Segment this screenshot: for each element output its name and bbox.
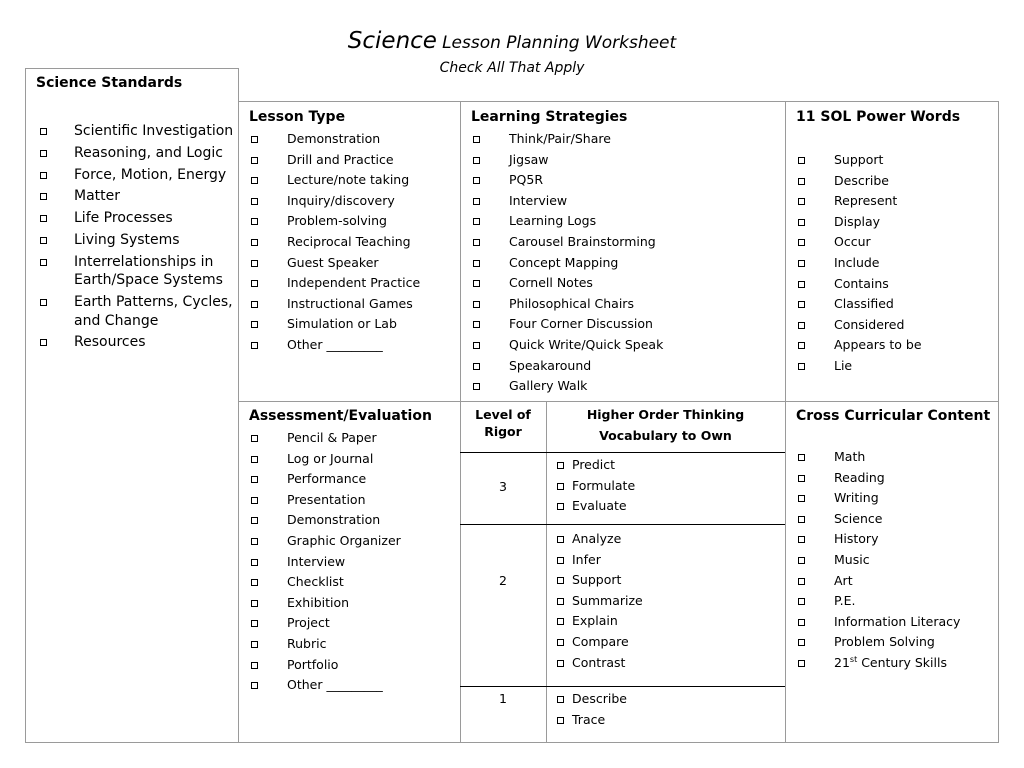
worksheet-title [0, 28, 1024, 54]
hot-words-level-2 [556, 529, 781, 673]
checklist-item [556, 611, 781, 632]
checkbox-icon[interactable] [557, 503, 564, 510]
checklist-item-label: Problem Solving [834, 634, 935, 650]
checklist-item-label: Math [834, 449, 866, 464]
checklist-item-label: Display [834, 213, 881, 229]
grid-line [998, 101, 999, 743]
checkbox-icon[interactable] [473, 301, 480, 308]
checklist-item [249, 191, 457, 212]
checklist-item [796, 232, 994, 253]
checkbox-icon[interactable] [798, 536, 805, 543]
checkbox-icon[interactable] [251, 517, 258, 524]
checklist-item [471, 150, 781, 171]
rigor-level-1: 1 [499, 691, 507, 706]
checklist-item-label: Speakaround [509, 357, 592, 373]
checklist-item-label: Quick Write/Quick Speak [509, 336, 664, 352]
checklist-item [471, 273, 781, 294]
learning-strategies-heading: Learning Strategies [471, 109, 628, 125]
checklist-item [36, 187, 234, 206]
checklist-item-label: Reasoning, and Logic [74, 144, 223, 161]
checklist-item-label: Carousel Brainstorming [509, 233, 656, 249]
checklist-item [796, 612, 994, 633]
checklist-item [796, 274, 994, 295]
checklist-item-label: Evaluate [572, 498, 627, 514]
checklist-item [249, 314, 457, 335]
checklist-item [471, 376, 781, 397]
checklist-item-label: PQ5R [509, 172, 544, 188]
checklist-item-label: Concept Mapping [509, 254, 619, 270]
checklist-item-label: Log or Journal [287, 450, 374, 466]
checkbox-icon[interactable] [473, 363, 480, 370]
checklist-item-label: Analyze [572, 531, 622, 546]
checklist-item-label: Considered [834, 316, 905, 332]
checkbox-icon[interactable] [798, 301, 805, 308]
title-rest: Lesson Planning Worksheet [442, 33, 677, 53]
checkbox-icon[interactable] [251, 218, 258, 225]
checklist-item-label: Reading [834, 469, 885, 485]
checklist-item [796, 171, 994, 192]
checkbox-icon[interactable] [251, 682, 258, 689]
checkbox-icon[interactable] [798, 239, 805, 246]
checklist-item [471, 211, 781, 232]
checkbox-icon[interactable] [557, 483, 564, 490]
checkbox-icon[interactable] [557, 660, 564, 667]
checklist-item-label: Scientific Investigation [74, 123, 234, 139]
assessment-list [249, 428, 457, 696]
checklist-item [796, 591, 994, 612]
checkbox-icon[interactable] [251, 497, 258, 504]
checkbox-icon[interactable] [473, 136, 480, 143]
checklist-item [796, 253, 994, 274]
checkbox-icon[interactable] [251, 641, 258, 648]
checklist-item [249, 335, 457, 356]
checklist-item-label: Demonstration [287, 131, 381, 146]
checklist-item-label: Performance [287, 471, 367, 487]
cross-curricular-list [796, 447, 994, 674]
checklist-item [249, 490, 457, 511]
checklist-item [796, 571, 994, 592]
checklist-item [249, 273, 457, 294]
lesson-type-heading: Lesson Type [249, 109, 346, 125]
checklist-item [796, 356, 994, 377]
checkbox-icon[interactable] [251, 579, 258, 586]
checklist-item [249, 634, 457, 655]
checkbox-icon[interactable] [798, 322, 805, 329]
checklist-item-label: Drill and Practice [287, 151, 394, 167]
checklist-item [796, 315, 994, 336]
grid-line [25, 68, 26, 743]
grid-line [460, 452, 785, 453]
checklist-item [471, 170, 781, 191]
checkbox-icon[interactable] [557, 577, 564, 584]
checklist-item-label: Summarize [572, 592, 643, 608]
checklist-item [796, 509, 994, 530]
checkbox-icon[interactable] [473, 157, 480, 164]
checklist-item-label: Checklist [287, 574, 344, 590]
checkbox-icon[interactable] [40, 259, 47, 266]
checkbox-icon[interactable] [251, 177, 258, 184]
checklist-item [556, 570, 781, 591]
checkbox-icon[interactable] [798, 578, 805, 585]
checklist-item [471, 314, 781, 335]
checklist-item-label: Jigsaw [509, 151, 549, 167]
checklist-item-label: Other _________ [287, 677, 383, 693]
level-of-rigor-header [460, 405, 546, 442]
checkbox-icon[interactable] [798, 495, 805, 502]
checklist-item-label: Include [834, 254, 880, 270]
science-standards-heading: Science Standards [36, 75, 183, 91]
checklist-item-label: Gallery Walk [509, 378, 588, 394]
checklist-item [471, 253, 781, 274]
checklist-item [556, 710, 781, 731]
checklist-item [556, 455, 781, 476]
checkbox-icon[interactable] [798, 557, 805, 564]
learning-strategies-list [471, 129, 781, 397]
title-subject: Science [347, 28, 437, 54]
checklist-item-label: Resources [74, 334, 146, 351]
checklist-item-label: Writing [834, 490, 879, 506]
checklist-item [796, 488, 994, 509]
checkbox-icon[interactable] [251, 239, 258, 246]
rigor-level-2: 2 [499, 573, 507, 588]
checklist-item [796, 468, 994, 489]
worksheet-subtitle: Check All That Apply [439, 60, 585, 76]
level-header-line2: Rigor [484, 423, 522, 439]
checklist-item-label: Describe [834, 172, 889, 188]
checkbox-icon[interactable] [473, 177, 480, 184]
checklist-item [556, 632, 781, 653]
checklist-item-label: Contains [834, 275, 889, 291]
checkbox-icon[interactable] [798, 454, 805, 461]
checkbox-icon[interactable] [473, 342, 480, 349]
checklist-item-label: Think/Pair/Share [509, 131, 611, 146]
checkbox-icon[interactable] [40, 339, 47, 346]
checklist-item [249, 531, 457, 552]
checklist-item-label: Science [834, 510, 883, 526]
checklist-item-label: Simulation or Lab [287, 316, 397, 332]
checklist-item [796, 212, 994, 233]
checklist-item-label: Infer [572, 551, 601, 567]
checklist-item [796, 191, 994, 212]
checklist-item [36, 333, 234, 352]
checklist-item-label: Classified [834, 296, 894, 312]
checkbox-icon[interactable] [557, 557, 564, 564]
checklist-item [36, 253, 234, 290]
checkbox-icon[interactable] [251, 280, 258, 287]
checkbox-icon[interactable] [798, 342, 805, 349]
checkbox-icon[interactable] [557, 598, 564, 605]
checkbox-icon[interactable] [251, 342, 258, 349]
checkbox-icon[interactable] [557, 717, 564, 724]
checkbox-icon[interactable] [40, 215, 47, 222]
checklist-item [36, 166, 234, 185]
checkbox-icon[interactable] [473, 239, 480, 246]
vocab-header-line1: Higher Order Thinking [586, 407, 745, 422]
checkbox-icon[interactable] [251, 157, 258, 164]
assessment-heading: Assessment/Evaluation [249, 408, 432, 424]
checklist-item-label: Learning Logs [509, 213, 597, 229]
checklist-item [471, 232, 781, 253]
checkbox-icon[interactable] [798, 281, 805, 288]
checkbox-icon[interactable] [251, 435, 258, 442]
sol-power-words-heading: 11 SOL Power Words [796, 109, 961, 125]
checklist-item-label: Independent Practice [287, 275, 421, 291]
checklist-item-label: Interview [287, 553, 346, 569]
checklist-item-label: Pencil & Paper [287, 430, 377, 445]
checklist-item [249, 675, 457, 696]
checklist-item [556, 550, 781, 571]
checklist-item-label: Occur [834, 234, 871, 250]
grid-line [25, 68, 239, 69]
grid-line [238, 68, 239, 743]
checkbox-icon[interactable] [557, 618, 564, 625]
checkbox-icon[interactable] [473, 218, 480, 225]
checkbox-icon[interactable] [40, 237, 47, 244]
checklist-item-label: Lecture/note taking [287, 172, 410, 188]
checklist-item-label: Inquiry/discovery [287, 192, 395, 208]
checklist-item [796, 294, 994, 315]
checklist-item-label: Other _________ [287, 336, 383, 352]
checklist-item-label: Trace [572, 711, 606, 727]
checklist-item-label: Describe [572, 691, 627, 706]
checklist-item-label: Compare [572, 633, 629, 649]
checklist-item-label: Lie [834, 357, 853, 373]
checklist-item-label: Philosophical Chairs [509, 295, 634, 311]
checklist-item-label: Support [834, 152, 884, 167]
checkbox-icon[interactable] [40, 299, 47, 306]
grid-line [25, 742, 999, 743]
checkbox-icon[interactable] [557, 536, 564, 543]
checklist-item [556, 591, 781, 612]
checklist-item-label: Graphic Organizer [287, 532, 401, 548]
checklist-item [249, 170, 457, 191]
checkbox-icon[interactable] [251, 321, 258, 328]
checklist-item [796, 335, 994, 356]
checklist-item [249, 593, 457, 614]
checklist-item-label: Reciprocal Teaching [287, 233, 411, 249]
checklist-item-label: Cornell Notes [509, 275, 593, 291]
checklist-item [796, 529, 994, 550]
checkbox-icon[interactable] [473, 280, 480, 287]
checklist-item-label: Instructional Games [287, 295, 413, 311]
checkbox-icon[interactable] [798, 598, 805, 605]
checklist-item-label: Guest Speaker [287, 254, 379, 270]
checkbox-icon[interactable] [557, 639, 564, 646]
grid-line [460, 524, 785, 525]
checklist-item [249, 211, 457, 232]
checkbox-icon[interactable] [473, 260, 480, 267]
checkbox-icon[interactable] [251, 476, 258, 483]
checklist-item-label: Four Corner Discussion [509, 316, 653, 332]
checklist-item-label: Art [834, 572, 853, 588]
checkbox-icon[interactable] [473, 383, 480, 390]
checklist-item [471, 294, 781, 315]
checklist-item-label: Contrast [572, 654, 626, 670]
checkbox-icon[interactable] [251, 662, 258, 669]
checklist-item-label: Interview [509, 192, 568, 208]
checkbox-icon[interactable] [798, 619, 805, 626]
checklist-item [249, 552, 457, 573]
checkbox-icon[interactable] [798, 178, 805, 185]
checklist-item-label: Explain [572, 613, 618, 629]
checklist-item [249, 150, 457, 171]
checklist-item [249, 129, 457, 150]
checklist-item-label: Matter [74, 188, 121, 205]
checklist-item-label: Represent [834, 193, 898, 209]
checkbox-icon[interactable] [251, 559, 258, 566]
checklist-item [796, 550, 994, 571]
checkbox-icon[interactable] [251, 136, 258, 143]
checklist-item [796, 447, 994, 468]
checklist-item [36, 144, 234, 163]
hot-vocabulary-header [546, 405, 785, 446]
checklist-item [36, 122, 234, 141]
checklist-item-label: Earth Patterns, Cycles, and Change [74, 294, 233, 329]
checklist-item [249, 613, 457, 634]
grid-line [460, 686, 785, 687]
checklist-item-label: Predict [572, 457, 616, 472]
hot-words-level-3 [556, 455, 781, 517]
checkbox-icon[interactable] [251, 260, 258, 267]
checklist-item [796, 150, 994, 171]
checklist-item [556, 529, 781, 550]
checklist-item [556, 689, 781, 710]
checklist-item-label: Rubric [287, 635, 327, 651]
lesson-type-list [249, 129, 457, 356]
checklist-item [249, 232, 457, 253]
checklist-item-label: Living Systems [74, 231, 180, 248]
checkbox-icon[interactable] [798, 363, 805, 370]
checklist-item-label: History [834, 531, 879, 547]
checkbox-icon[interactable] [40, 172, 47, 179]
checklist-item [471, 335, 781, 356]
checklist-item-label: Demonstration [287, 512, 381, 528]
checkbox-icon[interactable] [798, 475, 805, 482]
grid-line [238, 101, 999, 102]
checklist-item-label: Music [834, 551, 870, 567]
checklist-item [249, 572, 457, 593]
checklist-item [471, 356, 781, 377]
checkbox-icon[interactable] [251, 538, 258, 545]
level-header-line1: Level of [475, 407, 531, 422]
checklist-item [249, 294, 457, 315]
checklist-item [471, 129, 781, 150]
checklist-item [556, 653, 781, 674]
checkbox-icon[interactable] [798, 639, 805, 646]
checklist-item-label: Project [287, 615, 330, 631]
checkbox-icon[interactable] [251, 620, 258, 627]
checkbox-icon[interactable] [251, 456, 258, 463]
checklist-item-label: Problem-solving [287, 213, 387, 229]
cross-curricular-heading: Cross Curricular Content [796, 408, 991, 424]
checklist-item [249, 510, 457, 531]
rigor-level-3: 3 [499, 479, 507, 494]
checkbox-icon[interactable] [40, 193, 47, 200]
checklist-item [249, 428, 457, 449]
checklist-item [796, 632, 994, 653]
checklist-item [36, 293, 234, 330]
checkbox-icon[interactable] [251, 301, 258, 308]
checkbox-icon[interactable] [40, 150, 47, 157]
checkbox-icon[interactable] [798, 157, 805, 164]
checklist-item [36, 209, 234, 228]
checkbox-icon[interactable] [473, 321, 480, 328]
checklist-item [471, 191, 781, 212]
checkbox-icon[interactable] [473, 198, 480, 205]
checklist-item-label: Information Literacy [834, 613, 961, 629]
checklist-item-label: P.E. [834, 593, 856, 609]
grid-line [785, 101, 786, 743]
checklist-item-label: Life Processes [74, 210, 173, 227]
vocab-header-line2: Vocabulary to Own [599, 427, 732, 443]
checklist-item [249, 469, 457, 490]
checklist-item-label: 21st Century Skills [834, 654, 947, 670]
grid-line [238, 401, 999, 402]
checkbox-icon[interactable] [251, 600, 258, 607]
checkbox-icon[interactable] [798, 198, 805, 205]
checkbox-icon[interactable] [557, 696, 564, 703]
checkbox-icon[interactable] [251, 198, 258, 205]
checklist-item-label: Support [572, 572, 622, 588]
checklist-item [796, 653, 994, 674]
checkbox-icon[interactable] [557, 462, 564, 469]
checklist-item [249, 449, 457, 470]
science-standards-list [36, 122, 234, 355]
checkbox-icon[interactable] [798, 660, 805, 667]
checkbox-icon[interactable] [40, 128, 47, 135]
checkbox-icon[interactable] [798, 516, 805, 523]
checkbox-icon[interactable] [798, 260, 805, 267]
checklist-item [556, 476, 781, 497]
checklist-item-label: Interrelationships in Earth/Space Systems [74, 253, 223, 289]
checklist-item [249, 253, 457, 274]
checklist-item-label: Appears to be [834, 337, 922, 353]
checklist-item-label: Formulate [572, 477, 636, 493]
checklist-item-label: Exhibition [287, 594, 350, 610]
checklist-item [36, 231, 234, 250]
checkbox-icon[interactable] [798, 219, 805, 226]
checklist-item [556, 496, 781, 517]
checklist-item-label: Force, Motion, Energy [74, 166, 227, 183]
checklist-item-label: Portfolio [287, 656, 339, 672]
sol-power-words-list [796, 150, 994, 377]
checklist-item [249, 655, 457, 676]
checklist-item-label: Presentation [287, 491, 366, 507]
hot-words-level-1 [556, 689, 781, 730]
